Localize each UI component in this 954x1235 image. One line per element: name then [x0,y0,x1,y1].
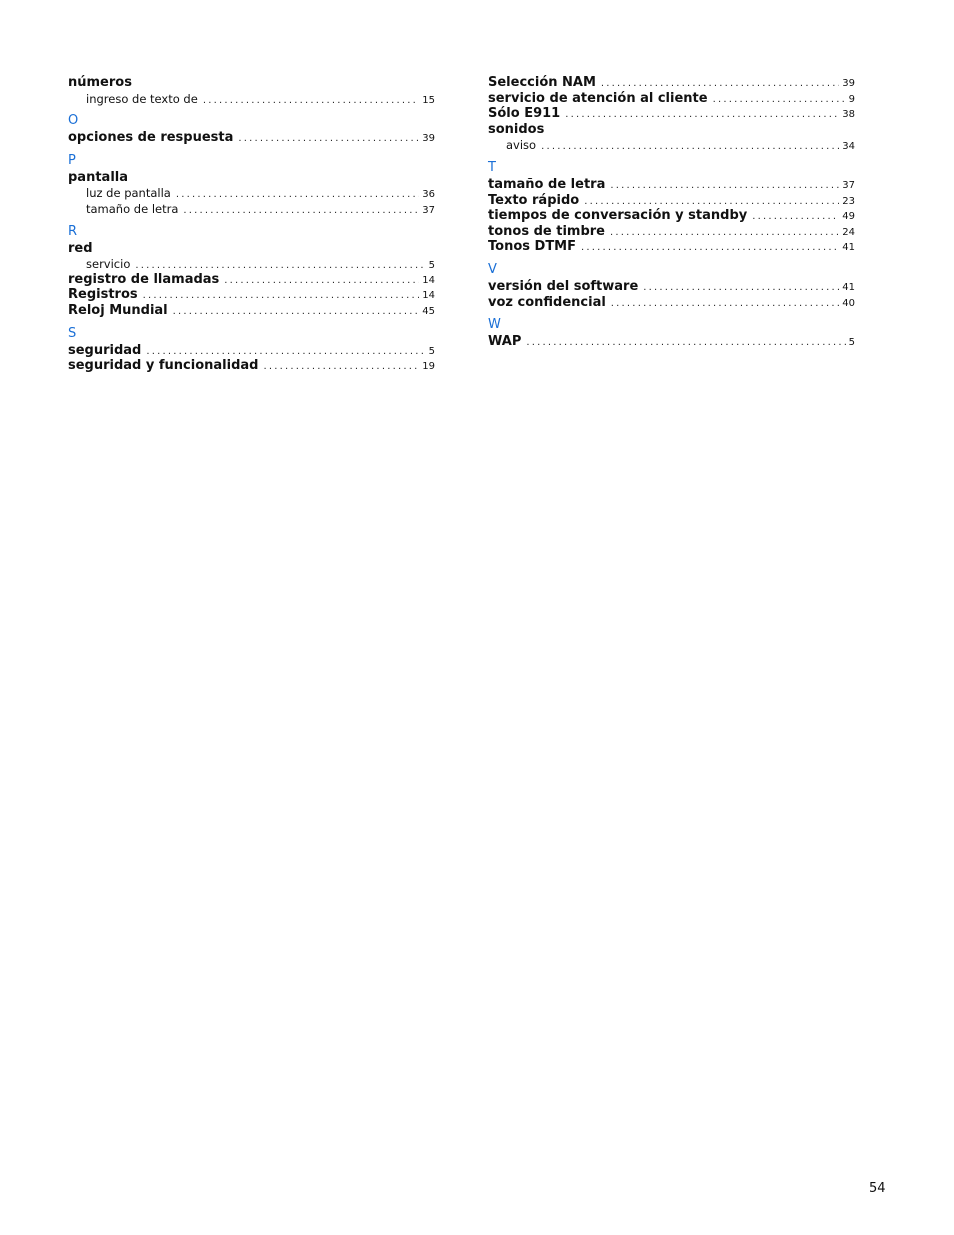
index-entry [488,295,855,311]
index-entry [488,177,855,193]
index-entry [488,91,855,107]
dot-leader [183,203,419,219]
index-subentry [68,185,435,201]
index-term: registro de llamadas [68,271,220,287]
dot-leader [526,335,845,351]
index-subentry [488,137,855,153]
index-entry [488,122,855,138]
dot-leader [601,76,839,92]
index-letter-heading: P [68,152,76,168]
dot-leader [713,92,846,108]
index-page-ref: 40 [842,297,855,309]
index-term: servicio [86,257,131,272]
index-entry [68,170,435,186]
index-page-ref: 37 [842,179,855,191]
dot-leader [224,273,419,289]
index-page-ref: 15 [422,94,435,106]
index-term: Sólo E911 [488,106,561,122]
index-page-ref: 19 [422,361,435,373]
index-page-ref: 5 [428,345,435,357]
index-term: números [68,75,132,90]
index-letter-heading: V [488,261,497,277]
index-term: aviso [506,138,537,153]
index-entry [488,279,855,295]
dot-leader [176,187,419,203]
index-letter-heading: O [68,113,79,129]
dot-leader [203,93,419,109]
index-page-ref: 41 [842,281,855,293]
index-term: red [68,240,93,256]
index-term: tamaño de letra [488,176,606,192]
dot-leader [565,107,839,123]
index-term: pantalla [68,169,129,185]
index-page-ref: 41 [842,242,855,254]
index-entry [488,193,855,209]
dot-leader [173,304,420,320]
index-page-ref: 36 [422,189,435,201]
dot-leader [610,225,839,241]
index-term: Selección NAM [488,75,596,90]
dot-leader [610,178,839,194]
index-entry [68,343,435,359]
index-term: tiempos de conversación y standby [488,208,748,224]
index-column-right [488,75,855,350]
index-entry [68,272,435,288]
index-term: tonos de timbre [488,223,605,239]
index-subentry [68,91,435,107]
index-letter-heading: T [488,159,496,175]
dot-leader [146,344,425,360]
index-page-ref: 37 [422,204,435,216]
index-entry [488,239,855,255]
index-letter-heading: S [68,325,77,341]
index-entry [68,241,435,257]
index-letter-heading: R [68,223,78,239]
index-page-ref: 23 [842,195,855,207]
index-term: opciones de respuesta [68,130,234,146]
index-term: luz de pantalla [86,186,171,201]
index-entry [68,358,435,374]
index-term: ingreso de texto de [86,91,198,106]
index-entry [68,75,435,91]
index-entry [68,130,435,146]
dot-leader [643,280,839,296]
index-term: WAP [488,334,522,350]
index-subentry [68,201,435,217]
index-term: Tonos DTMF [488,239,576,255]
index-term: seguridad [68,342,142,358]
index-page-ref: 39 [422,133,435,145]
index-entry [488,224,855,240]
index-term: tamaño de letra [86,201,179,216]
index-page-ref: 5 [848,337,855,349]
index-page-ref: 34 [842,141,855,153]
index-page-ref: 24 [842,226,855,238]
index-page-ref: 45 [422,305,435,317]
dot-leader [263,359,419,375]
index-letter-heading: W [488,317,501,333]
dot-leader [541,139,839,155]
index-term: Texto rápido [488,192,580,208]
index-subentry [68,256,435,272]
index-entry [488,208,855,224]
index-page-ref: 14 [422,274,435,286]
index-entry [488,75,855,91]
index-term: versión del software [488,278,639,294]
dot-leader [584,194,839,210]
index-term: Registros [68,287,138,303]
index-page-ref: 9 [848,93,855,105]
dot-leader [581,240,839,256]
dot-leader [611,296,839,312]
index-page-ref: 38 [842,109,855,121]
dot-leader [143,288,420,304]
index-entry [488,334,855,350]
index-page-ref: 5 [428,260,435,272]
index-entry [488,106,855,122]
index-page-ref: 39 [842,78,855,89]
index-column-left [68,75,435,374]
dot-leader [752,209,839,225]
index-term: sonidos [488,121,545,137]
index-page-ref: 14 [422,290,435,302]
index-term: seguridad y funcionalidad [68,358,259,374]
index-page-ref: 49 [842,211,855,223]
index-term: servicio de atención al cliente [488,90,708,106]
index-entry [68,303,435,319]
index-entry [68,287,435,303]
page-number: 54 [869,1181,886,1196]
index-term: voz confidencial [488,294,606,310]
index-term: Reloj Mundial [68,302,168,318]
dot-leader [238,131,419,147]
